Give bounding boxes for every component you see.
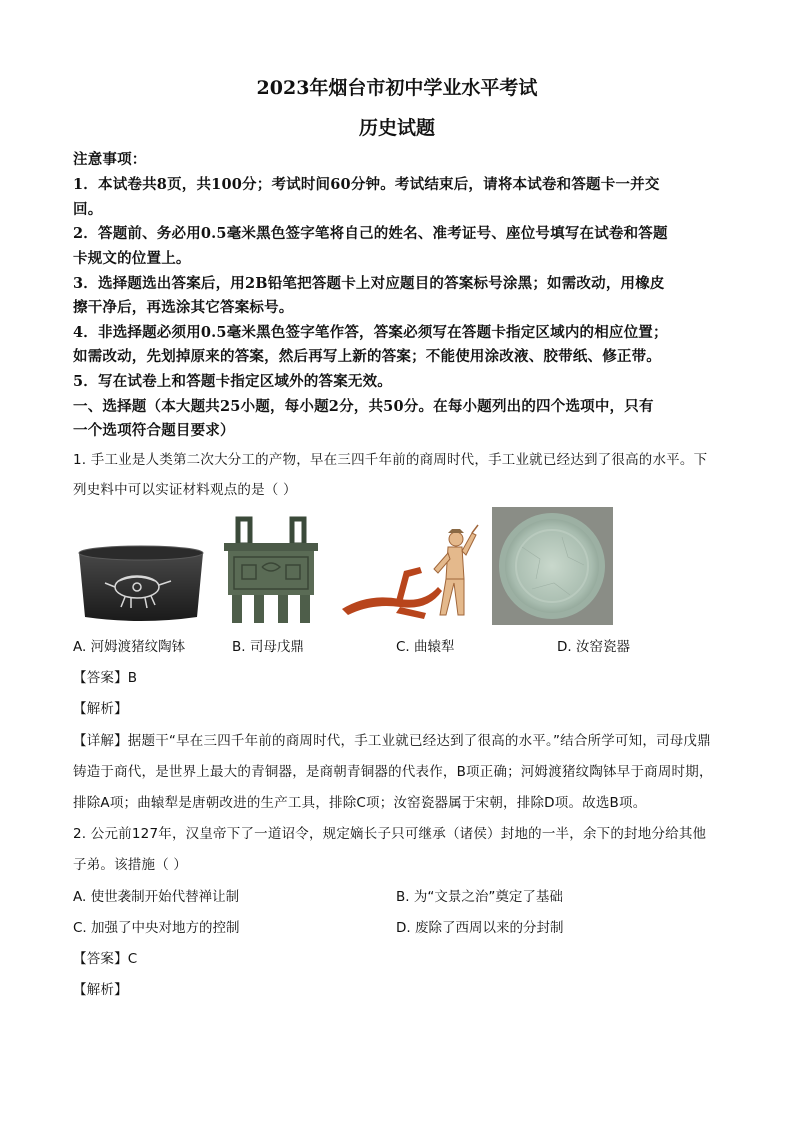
q2-answer: 【答案】C: [73, 951, 138, 967]
notes-line: 擦干净后，再选涂其它答案标号。: [73, 299, 294, 316]
curved-plow-image: [338, 523, 480, 623]
q1-detail-line: 【详解】据题干“早在三四千年前的商周时代，手工业就已经达到了很高的水平。”结合所学可知，司母戊鼎: [73, 733, 711, 749]
ru-ware-dish-image: [492, 507, 613, 625]
notes-line: 回。: [73, 201, 103, 218]
q2-stem-cont: 子弟。该措施（ ）: [73, 857, 188, 873]
q1-option-c: C. 曲辕犁: [396, 639, 455, 655]
q2-option-a: A. 使世袭制开始代替禅让制: [73, 889, 240, 905]
notes-line: 5．写在试卷上和答题卡指定区域外的答案无效。: [73, 373, 392, 390]
q2-analysis-label: 【解析】: [73, 982, 128, 998]
notes-line: 3．选择题选出答案后，用2B铅笔把答题卡上对应题目的答案标号涂黑；如需改动，用橡皮: [73, 275, 665, 292]
q1-option-b: B. 司母戊鼎: [232, 639, 304, 655]
notes-line: 2．答题前、务必用0.5毫米黑色签字笔将自己的姓名、准考证号、座位号填写在试卷和答题: [73, 225, 668, 242]
q1-stem-cont: 列史料中可以实证材料观点的是（ ）: [73, 482, 297, 498]
q1-analysis-label: 【解析】: [73, 701, 128, 717]
notes-line: 4．非选择题必须用0.5毫米黑色签字笔作答，答案必须写在答题卡指定区域内的相应位置；: [73, 324, 668, 341]
section-heading-cont: 一个选项符合题目要求）: [73, 422, 235, 439]
q2-stem: 2. 公元前127年，汉皇帝下了一道诏令，规定嫡长子只可继承（诸侯）封地的一半，余下的封地分给其他: [73, 826, 707, 842]
notes-line: 卡规文的位置上。: [73, 250, 191, 267]
bronze-ding-image: [220, 515, 322, 625]
q1-answer: 【答案】B: [73, 670, 138, 686]
q1-detail-line: 排除A项；曲辕犁是唐朝改进的生产工具，排除C项；汝窑瓷器属于宋朝，排除D项。故选B项。: [73, 795, 647, 811]
q2-option-d: D. 废除了西周以来的分封制: [396, 920, 564, 936]
section-heading: 一、选择题（本大题共25小题，每小题2分，共50分。在每小题列出的四个选项中，只有: [73, 398, 654, 415]
page-subtitle: 历史试题: [358, 117, 435, 139]
q2-option-c: C. 加强了中央对地方的控制: [73, 920, 240, 936]
notes-line: 如需改动，先划掉原来的答案，然后再写上新的答案；不能使用涂改液、胶带纸、修正带。: [73, 348, 661, 365]
q1-option-d: D. 汝窑瓷器: [557, 639, 630, 655]
q2-option-b: B. 为“文景之治”奠定了基础: [396, 889, 563, 905]
notes-line: 1．本试卷共8页，共100分；考试时间60分钟。考试结束后，请将本试卷和答题卡一并交: [73, 176, 660, 193]
pottery-bowl-image: [75, 543, 207, 625]
q1-option-a: A. 河姆渡猪纹陶钵: [73, 639, 186, 655]
page-title: 2023年烟台市初中学业水平考试: [256, 77, 538, 99]
q1-stem: 1. 手工业是人类第二次大分工的产物，早在三四千年前的商周时代，手工业就已经达到了很高的水平。下: [73, 452, 708, 468]
notes-heading: 注意事项：: [73, 151, 147, 168]
q1-detail-line: 铸造于商代，是世界上最大的青铜器，是商朝青铜器的代表作，B项正确；河姆渡猪纹陶钵早于商周时期，: [73, 764, 713, 780]
